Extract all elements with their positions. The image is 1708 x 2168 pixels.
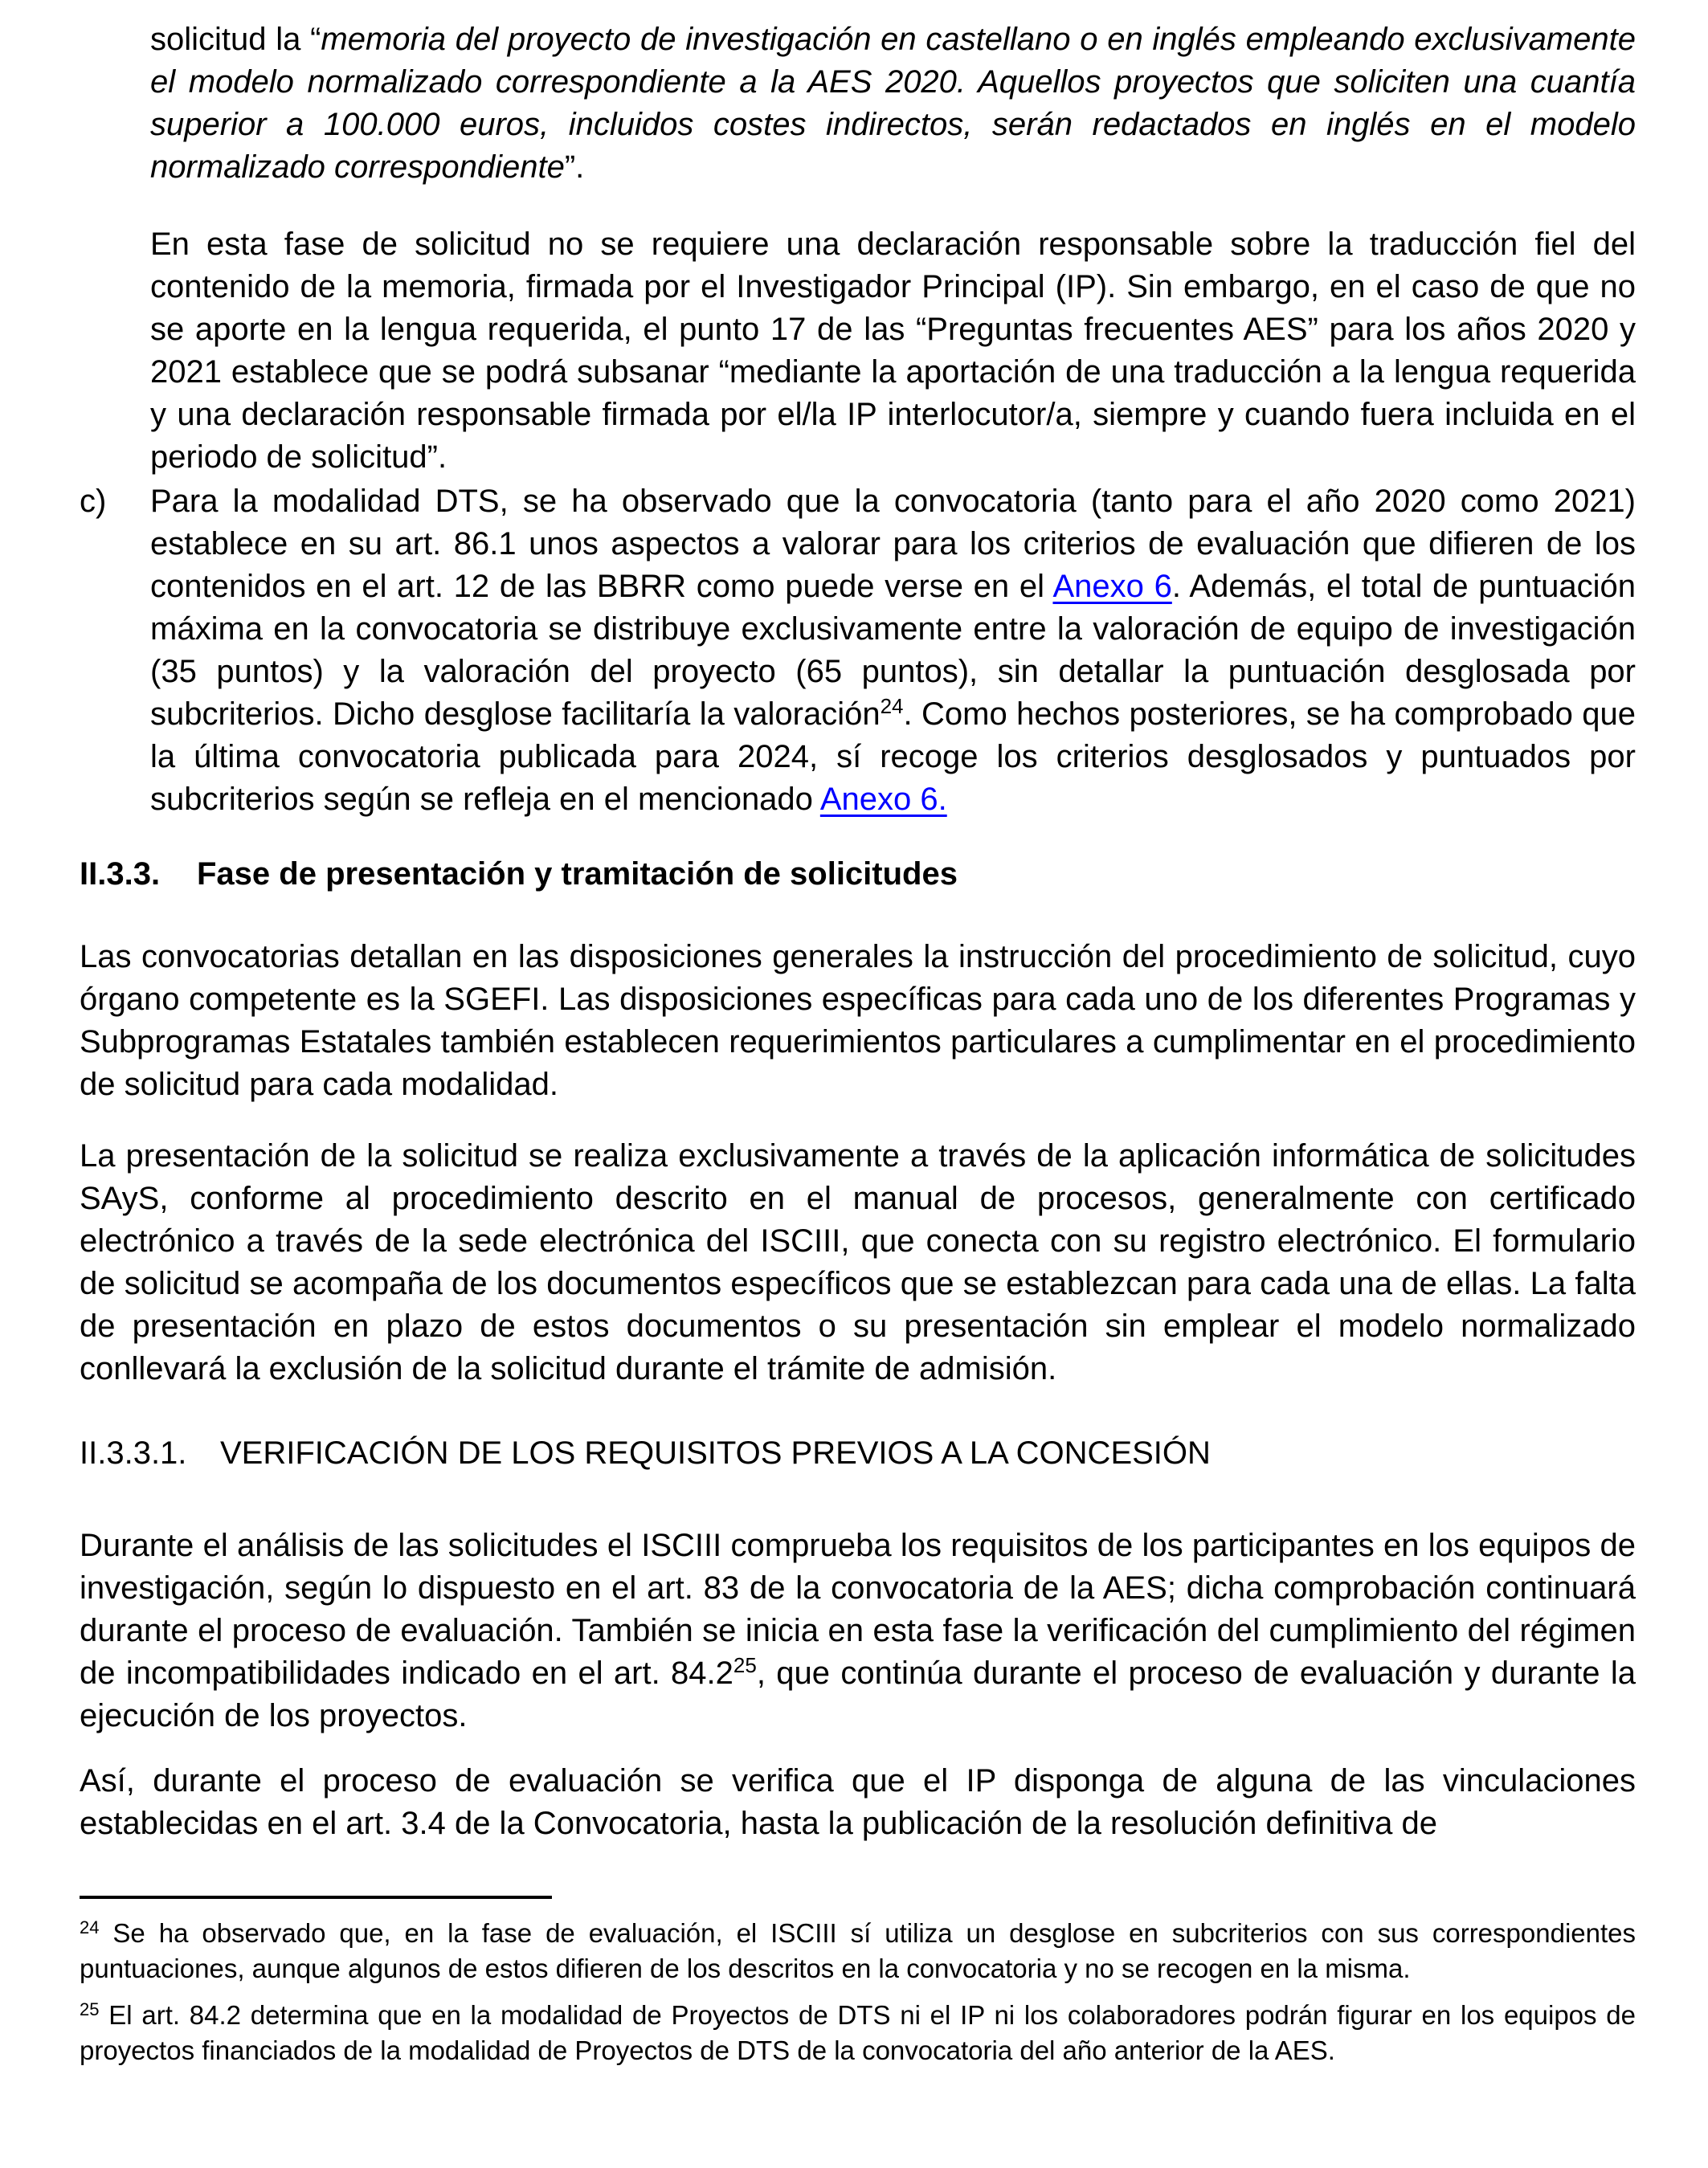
footnote-25-text: El art. 84.2 determina que en la modalidad de Proyectos de DTS ni el IP ni los colaboradores podrán figurar en los equipos de proyectos financiados de la modalidad de Proyectos de DTS de la convocatoria del año anterior de la AES. <box>80 2000 1636 2065</box>
list-item-c <box>80 480 1636 821</box>
item-c-text-3: . Como hechos posteriores, se ha comprobado que la última convocatoria publicada para 2024, sí recoge los criterios desglosados y puntuados por subcriterios según se refleja en el mencionado <box>150 696 1636 817</box>
footnote-24 <box>80 1916 1636 1986</box>
anexo6-link-2[interactable]: Anexo 6. <box>819 782 947 817</box>
presentacion-paragraph: La presentación de la solicitud se realiza exclusivamente a través de la aplicación informática de solicitudes SAyS, conforme al procedimiento descrito en el manual de procesos, generalmente con certificado electrónico a través de la sede electrónica del ISCIII, que conecta con su registro electrónico. El formulario de solicitud se acompaña de los documentos específicos que se establezcan para cada una de ellas. La falta de presentación en plazo de estos documentos o su presentación sin emplear el modelo normalizado conllevará la exclusión de la solicitud durante el trámite de admisión. <box>80 1138 1636 1386</box>
subsection-heading-verificacion <box>80 1432 1636 1475</box>
anexo6-link-1[interactable]: Anexo 6 <box>1052 569 1172 604</box>
verificacion-paragraph <box>80 1525 1636 1737</box>
footnote-25 <box>80 1998 1636 2068</box>
verificacion-text-1: Durante el análisis de las solicitudes el ISCIII comprueba los requisitos de los participantes en los equipos de investigación, según lo dispuesto en el art. 83 de la convocatoria de la AES; dicha comprobación continuará durante el proceso de evaluación. También se inicia en esta fase la verificación del cumplimiento del régimen de incompatibilidades indicado en el art. 84.2 <box>80 1528 1636 1691</box>
list-item-c-marker: c) <box>80 484 107 519</box>
subsection-heading-title: VERIFICACIÓN DE LOS REQUISITOS PREVIOS A LA CONCESIÓN <box>220 1435 1211 1471</box>
footnote-ref-25: 25 <box>733 1653 757 1677</box>
item-c-text-2: . Además, el total de puntuación máxima en la convocatoria se distribuye exclusivamente entre la valoración de equipo de investigación (35 puntos) y la valoración del proyecto (65 puntos), sin detallar la puntuación desglosada por subcriterios. Dicho desglose facilitaría la valoración <box>150 569 1636 732</box>
section-heading-presentacion <box>80 853 1636 896</box>
verificacion-text-2: , que continúa durante el proceso de evaluación y durante la ejecución de los proyectos. <box>80 1656 1636 1733</box>
list-item-c-body <box>150 480 1636 821</box>
section-heading-title: Fase de presentación y tramitación de solicitudes <box>197 856 958 892</box>
section-heading-number: II.3.3. <box>80 856 161 892</box>
footnote-24-text: Se ha observado que, en la fase de evaluación, el ISCIII sí utiliza un desglose en subcriterios con sus correspondientes puntuaciones, aunque algunos de estos difieren de los descritos en la convocatoria y no se recogen en la misma. <box>80 1918 1636 1983</box>
convocatorias-paragraph: Las convocatorias detallan en las disposiciones generales la instrucción del procedimiento de solicitud, cuyo órgano competente es la SGEFI. Las disposiciones específicas para cada uno de los diferentes Programas y Subprogramas Estatales también establecen requerimientos particulares a cumplimentar en el procedimiento de solicitud para cada modalidad. <box>80 939 1636 1102</box>
quote-trail-text: ”. <box>564 149 585 185</box>
declaration-paragraph: En esta fase de solicitud no se requiere una declaración responsable sobre la traducción fiel del contenido de la memoria, firmada por el Investigador Principal (IP). Sin embargo, en el caso de que no se aporte en la lengua requerida, el punto 17 de las “Preguntas frecuentes AES” para los años 2020 y 2021 establece que se podrá subsanar “mediante la aportación de una traducción a la lengua requerida y una declaración responsable firmada por el/la IP interlocutor/a, siempre y cuando fuera incluida en el periodo de solicitud”. <box>150 227 1636 475</box>
quote-paragraph <box>150 18 1636 189</box>
item-c-text-1: Para la modalidad DTS, se ha observado que la convocatoria (tanto para el año 2020 como 2021) establece en su art. 86.1 unos aspectos a valorar para los criterios de evaluación que difieren de los contenidos en el art. 12 de las BBRR como puede verse en el <box>150 484 1636 604</box>
footnote-24-number: 24 <box>80 1917 100 1937</box>
footnote-25-number: 25 <box>80 1999 100 2019</box>
footnote-ref-24: 24 <box>880 694 904 718</box>
subsection-heading-number: II.3.3.1. <box>80 1435 187 1471</box>
quote-lead-text: solicitud la “ <box>150 22 321 57</box>
vinculaciones-paragraph: Así, durante el proceso de evaluación se verifica que el IP disponga de alguna de las vinculaciones establecidas en el art. 3.4 de la Convocatoria, hasta la publicación de la resolución definitiva de <box>80 1763 1636 1841</box>
footnote-separator-rule <box>80 1896 552 1899</box>
quote-italic-text: memoria del proyecto de investigación en castellano o en inglés empleando exclusivamente el modelo normalizado correspondiente a la AES 2020. Aquellos proyectos que soliciten una cuantía superior a 100.000 euros, incluidos costes indirectos, serán redactados en inglés en el modelo normalizado correspondiente <box>150 22 1636 185</box>
